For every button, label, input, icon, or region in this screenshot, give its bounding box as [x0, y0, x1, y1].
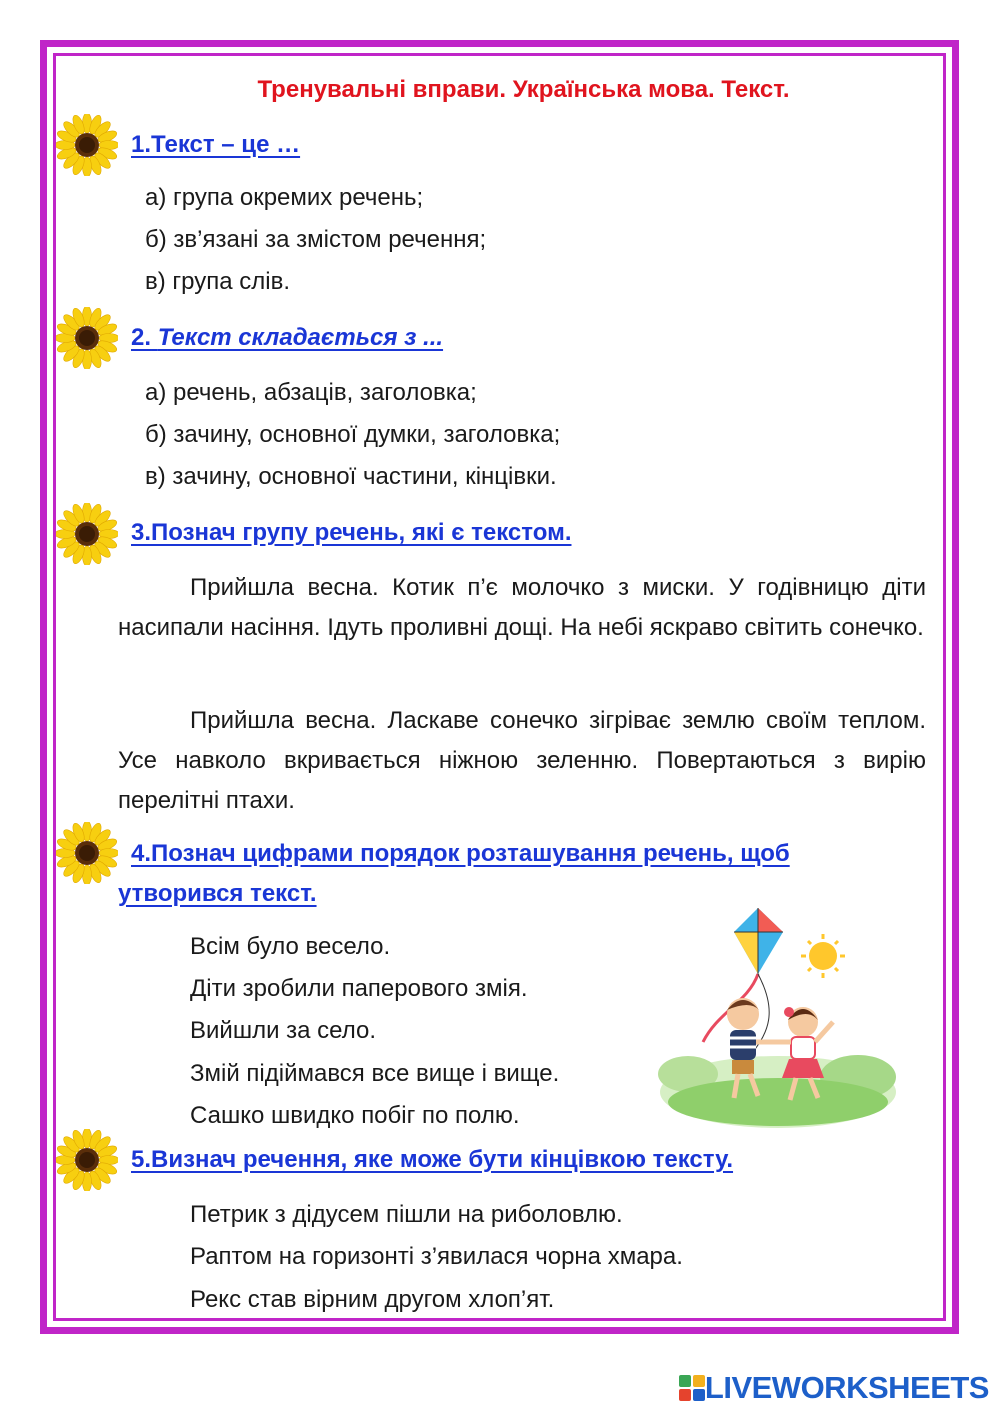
sunflower-icon [56, 503, 118, 565]
sunflower-icon [56, 307, 118, 369]
sunflower-icon [56, 1129, 118, 1191]
sunflower-icon [56, 114, 118, 176]
footer-brand: LIVEWORKSHEETS [704, 1370, 989, 1405]
q4-sentence[interactable]: Всім було весело. [190, 933, 391, 960]
q4-sentence[interactable]: Сашко швидко побіг по полю. [190, 1102, 520, 1129]
q1-option-a[interactable]: а) група окремих речень; [145, 184, 424, 211]
q2-heading-text: Текст складається з ... [157, 324, 444, 351]
liveworksheets-logo-icon [679, 1375, 705, 1401]
worksheet-title: Тренувальні вправи. Українська мова. Текст. [257, 76, 790, 103]
q1-heading: 1.Текст – це … [131, 131, 301, 158]
liveworksheets-logo[interactable] [679, 1371, 989, 1405]
q4-sentence[interactable]: Змій підіймався все вище і вище. [190, 1060, 560, 1087]
q3-paragraph-1[interactable]: Прийшла весна. Котик п’є молочко з миски. У годівницю діти насипали насіння. Ідуть проливні дощі. На небі яскраво світить сонечко. [118, 574, 926, 641]
q5-sentence[interactable]: Петрик з дідусем пішли на риболовлю. [190, 1201, 623, 1228]
q3-paragraph-2[interactable]: Прийшла весна. Ласкаве сонечко зігріває землю своїм теплом. Усе навколо вкривається ніжною зеленню. Повертаються з вирію перелітні птахи. [118, 707, 926, 814]
q5-sentence[interactable]: Раптом на горизонті з’явилася чорна хмара. [190, 1243, 683, 1270]
q4-sentence[interactable]: Діти зробили паперового змія. [190, 975, 528, 1002]
sunflower-icon [56, 822, 118, 884]
q4-sentence[interactable]: Вийшли за село. [190, 1017, 377, 1044]
q2-option-c[interactable]: в) зачину, основної частини, кінцівки. [145, 463, 557, 490]
kids-kite-illustration [658, 902, 898, 1132]
q2-number: 2. [131, 324, 152, 351]
q2-option-b[interactable]: б) зачину, основної думки, заголовка; [145, 421, 561, 448]
q2-heading [131, 324, 443, 352]
q1-option-b[interactable]: б) зв’язані за змістом речення; [145, 226, 487, 253]
q5-heading: 5.Визнач речення, яке може бути кінцівкою тексту. [131, 1146, 734, 1173]
q3-heading: 3.Познач групу речень, які є текстом. [131, 519, 572, 546]
q2-option-a[interactable]: а) речень, абзаців, заголовка; [145, 379, 477, 406]
q4-heading-line1: 4.Познач цифрами порядок розташування речень, щоб [131, 840, 790, 867]
q4-heading-line2: утворився текст. [118, 880, 317, 907]
q1-option-c[interactable]: в) група слів. [145, 268, 291, 295]
q5-sentence[interactable]: Рекс став вірним другом хлоп’ят. [190, 1286, 555, 1313]
